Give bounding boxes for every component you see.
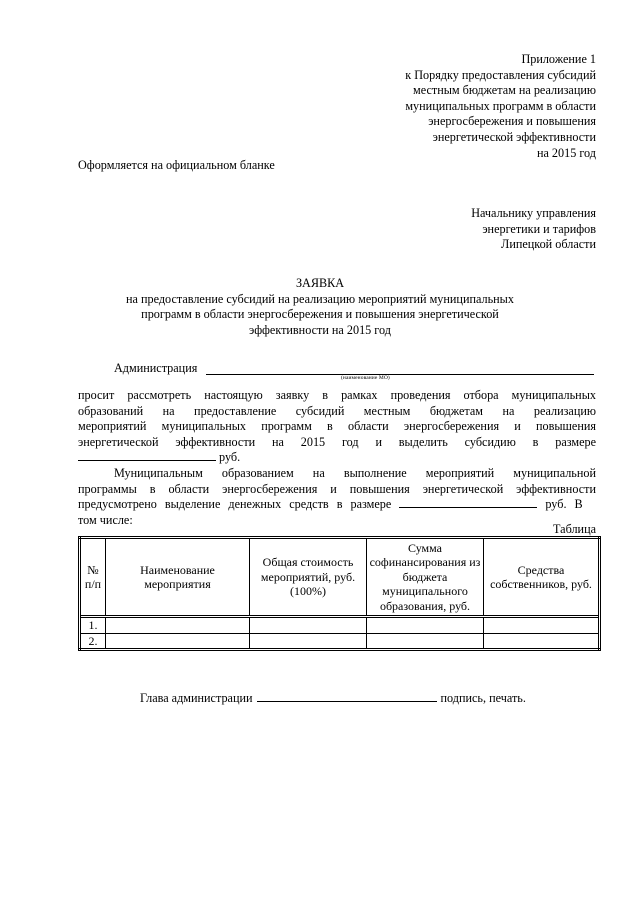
table-row bbox=[80, 633, 600, 650]
table-cell[interactable] bbox=[484, 633, 600, 650]
paragraph-line: том числе: bbox=[78, 512, 133, 527]
table-cell[interactable] bbox=[367, 617, 484, 634]
table-cell[interactable] bbox=[106, 633, 250, 650]
col-header-activity-name: Наименование мероприятия bbox=[106, 538, 250, 617]
signature-label: Глава администрации bbox=[140, 691, 253, 705]
table-label: Таблица bbox=[553, 522, 596, 536]
official-letterhead-note: Оформляется на официальном бланке bbox=[78, 158, 275, 172]
title-heading: ЗАЯВКА bbox=[295, 276, 345, 290]
table-row bbox=[80, 617, 600, 634]
subsidy-amount-fill-line[interactable] bbox=[78, 450, 216, 461]
table-header-row bbox=[80, 538, 600, 617]
signature-suffix: подпись, печать. bbox=[440, 691, 526, 705]
col-header-total-cost: Общая стоимость мероприятий, руб. (100%) bbox=[250, 538, 367, 617]
funding-amount-fill-line[interactable] bbox=[399, 497, 537, 508]
application-title bbox=[90, 276, 550, 338]
table-cell-number: 2. bbox=[80, 633, 106, 650]
paragraph-line: мероприятий муниципальных программ в области энергосбережения и повышения bbox=[78, 419, 596, 434]
activities-table bbox=[78, 536, 601, 651]
table-cell[interactable] bbox=[106, 617, 250, 634]
col-header-number: № п/п bbox=[80, 538, 106, 617]
administration-fill-line[interactable] bbox=[206, 374, 594, 375]
appendix-line: энергосбережения и повышения bbox=[428, 114, 596, 129]
addressee-block bbox=[376, 206, 596, 253]
appendix-line: энергетической эффективности bbox=[432, 129, 596, 144]
table-cell-number: 1. bbox=[80, 617, 106, 634]
appendix-header bbox=[336, 52, 596, 161]
paragraph-line: программы в области энергосбережения и повышения энергетической эффективности bbox=[78, 481, 596, 496]
funding-paragraph bbox=[78, 466, 596, 528]
col-header-owner-funds: Средства собственников, руб. bbox=[484, 538, 600, 617]
table-cell[interactable] bbox=[367, 633, 484, 650]
paragraph-line: Муниципальным образованием на выполнение мероприятий муниципальной bbox=[114, 466, 596, 480]
appendix-line: Приложение 1 bbox=[521, 52, 596, 66]
appendix-line: к Порядку предоставления субсидий bbox=[405, 67, 596, 82]
administration-label: Администрация bbox=[114, 361, 198, 375]
signature-line bbox=[140, 690, 540, 706]
title-line: эффективности на 2015 год bbox=[249, 322, 391, 337]
addressee-line: Липецкой области bbox=[501, 237, 596, 252]
request-paragraph bbox=[78, 388, 596, 466]
signature-fill-line[interactable] bbox=[257, 690, 437, 702]
paragraph-line: просит рассмотреть настоящую заявку в рамках проведения отбора муниципальных bbox=[78, 388, 596, 402]
table-cell[interactable] bbox=[250, 617, 367, 634]
title-line: программ в области энергосбережения и повышения энергетической bbox=[141, 307, 499, 322]
funding-text: предусмотрено выделение денежных средств в размере bbox=[78, 497, 392, 512]
funding-currency: руб. В bbox=[545, 497, 583, 512]
paragraph-line: энергетической эффективности на 2015 год и выделить субсидию в размере bbox=[78, 434, 596, 449]
paragraph-line-amount bbox=[78, 450, 596, 466]
appendix-line: местным бюджетам на реализацию bbox=[413, 83, 596, 98]
table-cell[interactable] bbox=[250, 633, 367, 650]
col-header-cofinancing: Сумма софинансирования из бюджета муниципального образования, руб. bbox=[367, 538, 484, 617]
paragraph-line: образований на предоставление субсидий местным бюджетам на реализацию bbox=[78, 403, 596, 418]
appendix-line: муниципальных программ в области bbox=[405, 98, 596, 113]
table-cell[interactable] bbox=[484, 617, 600, 634]
appendix-line: на 2015 год bbox=[536, 145, 596, 160]
title-line: на предоставление субсидий на реализацию мероприятий муниципальных bbox=[126, 291, 514, 306]
addressee-line: Начальнику управления bbox=[471, 206, 596, 220]
addressee-line: энергетики и тарифов bbox=[482, 221, 596, 236]
administration-sublabel: (наименование МО) bbox=[341, 375, 390, 381]
paragraph-line-amount bbox=[78, 497, 596, 513]
currency-label: руб. bbox=[219, 450, 241, 465]
